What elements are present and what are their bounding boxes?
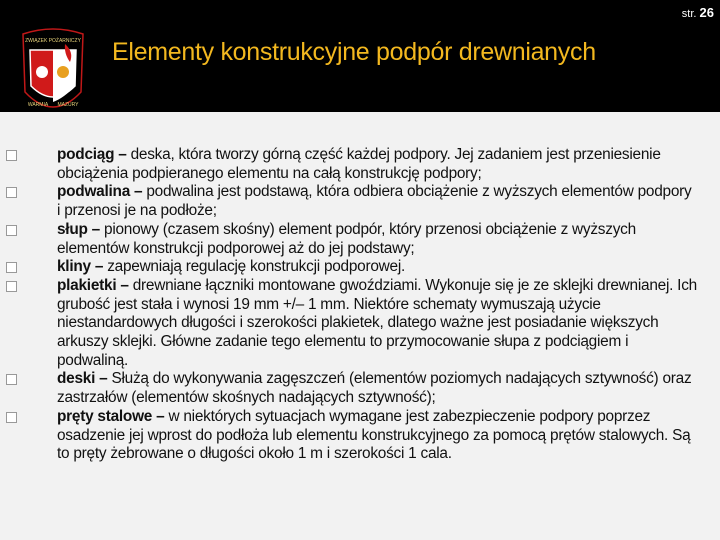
list-item: plakietki – drewniane łączniki montowane gwoździami. Wykonuje się je ze sklejki drewnianej. Ich grubość jest stała i wynosi 19 mm +/– 1 mm. Niektóre schematy wymuszają użycie niestandardowych długości i szerokości plakietek, dlatego ważne jest posiadanie większych arkuszy sklejki. Główne zadanie tego elementu to przymocowanie słupa z podciągiem i podwaliną.	[57, 277, 697, 371]
page-number: str. 26	[681, 5, 714, 20]
square-bullet-icon	[6, 412, 17, 423]
svg-text:ZWIĄZEK POŻARNICZY: ZWIĄZEK POŻARNICZY	[25, 38, 81, 44]
list-item: kliny – zapewniają regulację konstrukcji podporowej.	[57, 258, 697, 277]
list-item: podciąg – deska, która tworzy górną część każdej podpory. Jej zadaniem jest przeniesienie obciążenia podpieranego elementu na całą konstrukcję podpory;	[57, 146, 697, 183]
svg-text:MAZURY: MAZURY	[57, 102, 79, 108]
list-item: słup – pionowy (czasem skośny) element podpór, który przenosi obciążenie z wyższych elementów konstrukcji podporowej aż do jej podstawy;	[57, 221, 697, 258]
svg-text:WARMIA: WARMIA	[27, 102, 49, 108]
page-title: Elementy konstrukcyjne podpór drewnianych	[112, 38, 596, 66]
square-bullet-icon	[6, 281, 17, 292]
elements-list	[57, 146, 697, 464]
list-item: podwalina – podwalina jest podstawą, która odbiera obciążenie z wyższych elementów podpory i przenosi je na podłoże;	[57, 183, 697, 220]
fire-brigade-logo	[18, 22, 88, 132]
square-bullet-icon	[6, 187, 17, 198]
square-bullet-icon	[6, 262, 17, 273]
square-bullet-icon	[6, 225, 17, 236]
square-bullet-icon	[6, 150, 17, 161]
list-item: pręty stalowe – w niektórych sytuacjach wymagane jest zabezpieczenie podpory poprzez osadzenie jej wprost do podłoża lub elementu konstrukcyjnego za pomocą prętów stalowych. Są to pręty żebrowane o długości około 1 m i szerokości 1 cala.	[57, 408, 697, 464]
slide-header	[0, 0, 720, 112]
list-item: deski – Służą do wykonywania zagęszczeń (elementów poziomych nadających sztywność) oraz zastrzałów (elementów skośnych nadających sztywność);	[57, 370, 697, 407]
square-bullet-icon	[6, 374, 17, 385]
